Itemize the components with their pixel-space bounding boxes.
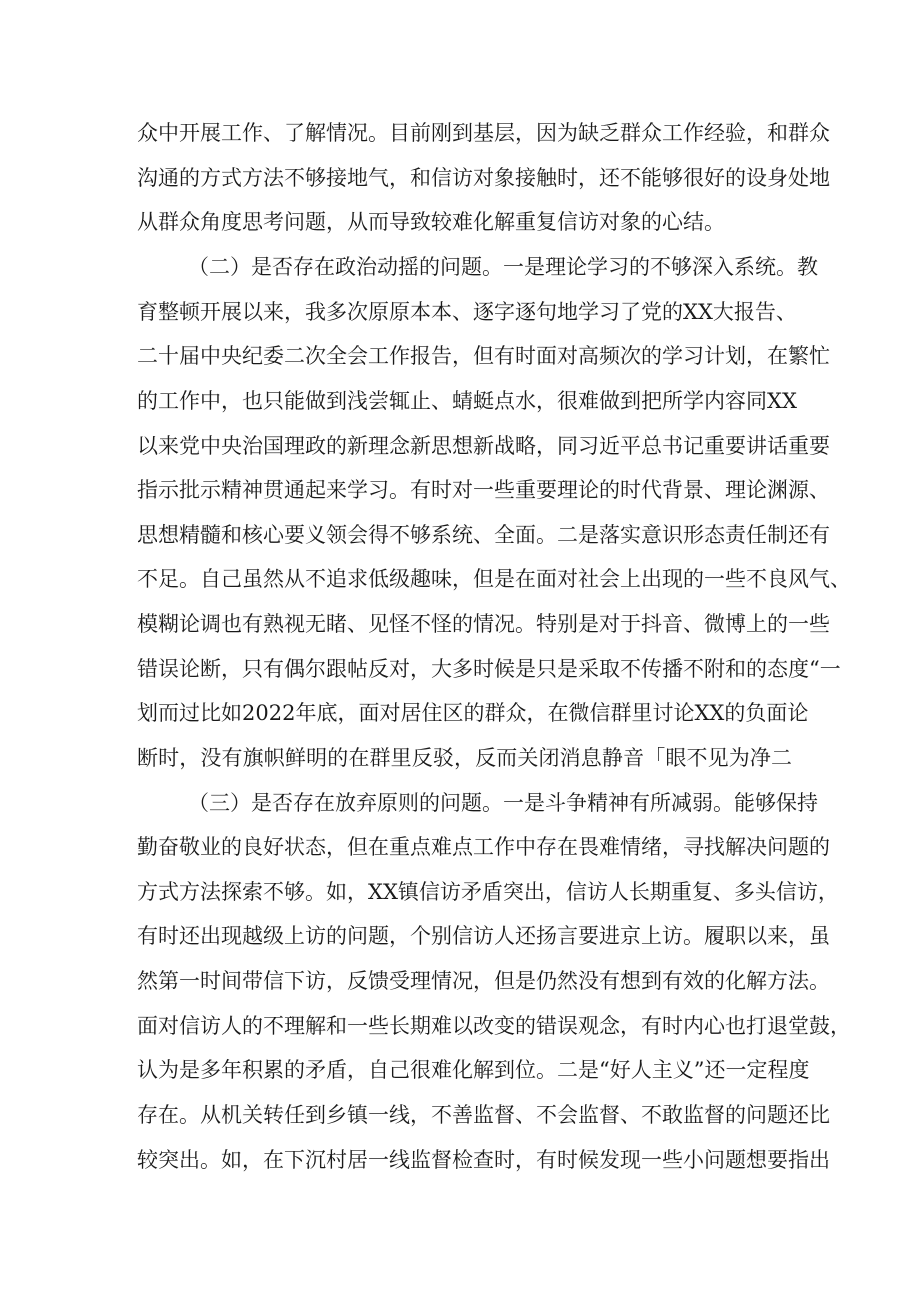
text-line: 思想精髓和核心要义领会得不够系统、全面。二是落实意识形态责任制还有: [137, 523, 830, 547]
text-line: 的工作中，也只能做到浅尝辄止、蜻蜓点水，很难做到把所学内容同XX: [137, 389, 797, 413]
text-line: 指示批示精神贯通起来学习。有时对一些重要理论的时代背景、理论渊源、: [137, 478, 830, 502]
text-line: 错误论断，只有偶尔跟帖反对，大多时候是只是采取不传播不附和的态度“一: [137, 657, 841, 681]
text-line: 较突出。如，在下沉村居一线监督检查时，有时候发现一些小问题想要指出: [137, 1148, 830, 1172]
text-line: 有时还出现越级上访的问题，个别信访人还扬言要进京上访。履职以来，虽: [137, 924, 830, 948]
text-line: 断时，没有旗帜鲜明的在群里反驳，反而关闭消息静音「眼不见为净二: [137, 746, 792, 770]
text-line: 从群众角度思考问题，从而导致较难化解重复信访对象的心结。: [137, 210, 725, 234]
text-line: 育整顿开展以来，我多次原原本本、逐字逐句地学习了党的XX大报告、: [137, 300, 797, 324]
text-line: 面对信访人的不理解和一些长期难以改变的错误观念，有时内心也打退堂鼓，: [137, 1014, 851, 1038]
text-line: 认为是多年积累的矛盾，自己很难化解到位。二是“好人主义”还一定程度: [137, 1058, 810, 1082]
text-line: 众中开展工作、了解情况。目前刚到基层，因为缺乏群众工作经验，和群众: [137, 121, 830, 145]
text-line: 以来党中央治国理政的新理念新思想新战略，同习近平总书记重要讲话重要: [137, 434, 830, 458]
text-line: 沟通的方式方法不够接地气，和信访对象接触时，还不能够很好的设身处地: [137, 166, 830, 190]
text-line: 方式方法探索不够。如，XX镇信访矛盾突出，信访人长期重复、多头信访，: [137, 880, 839, 904]
text-line: 勤奋敬业的良好状态，但在重点难点工作中存在畏难情绪，寻找解决问题的: [137, 835, 830, 859]
text-line: 然第一时间带信下访，反馈受理情况，但是仍然没有想到有效的化解方法。: [137, 969, 830, 993]
paragraph-heading-line: （三）是否存在放弃原则的问题。一是斗争精神有所减弱。能够保持: [188, 791, 818, 815]
text-line: 划而过比如2022年底，面对居住区的群众，在微信群里讨论XX的负面论: [137, 701, 809, 725]
paragraph-heading-line: （二）是否存在政治动摇的问题。一是理论学习的不够深入系统。教: [188, 255, 818, 279]
text-line: 二十届中央纪委二次全会工作报告，但有时面对高频次的学习计划，在繁忙: [137, 344, 830, 368]
text-line: 不足。自己虽然从不追求低级趣味，但是在面对社会上出现的一些不良风气、: [137, 567, 851, 591]
text-line: 存在。从机关转任到乡镇一线，不善监督、不会监督、不敢监督的问题还比: [137, 1103, 830, 1127]
text-line: 模糊论调也有熟视无睹、见怪不怪的情况。特别是对于抖音、微博上的一些: [137, 612, 830, 636]
